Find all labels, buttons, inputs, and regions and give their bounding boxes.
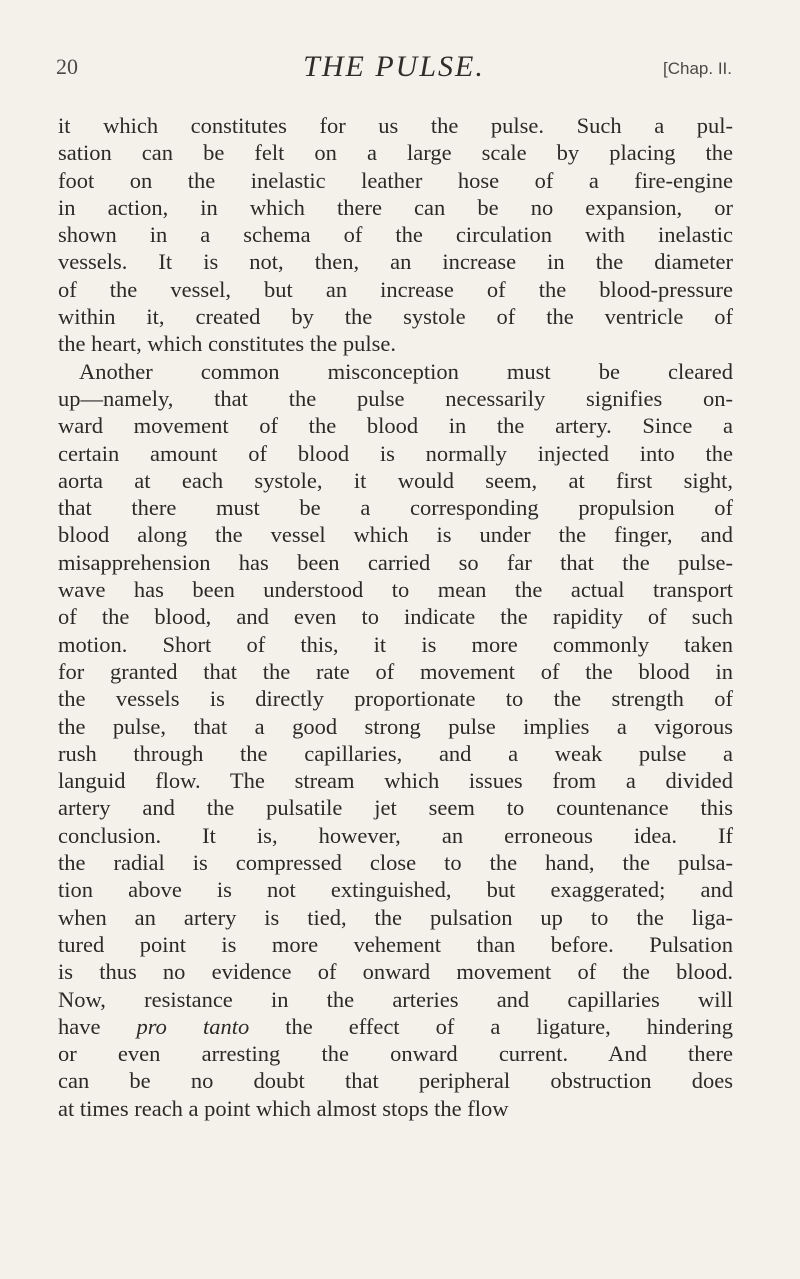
text-line: at times reach a point which almost stops the flow [58,1095,509,1121]
text-line: the vessels is directly proportionate to the strength of [58,686,733,712]
text-line: within it, created by the systole of the ventricle of [58,304,733,330]
running-title: THE PULSE. [303,50,485,83]
text-line: is thus no evidence of onward movement of the blood. [58,959,733,985]
text-line: have pro tanto the effect of a ligature, hindering [58,1013,733,1039]
text-line: tion above is not extinguished, but exaggerated; and [58,877,733,903]
text-line: when an artery is tied, the pulsation up to the liga- [58,904,733,930]
text-line: of the blood, and even to indicate the rapidity of such [58,604,733,630]
text-line: aorta at each systole, it would seem, at first sight, [58,467,733,493]
paragraph-start-line: Another common misconception must be cleared [79,358,733,384]
page-number: 20 [56,54,78,79]
text-line: up—namely, that the pulse necessarily signifies on- [58,385,733,411]
text-line: Now, resistance in the arteries and capillaries will [58,986,733,1012]
running-head [56,50,732,88]
paragraph-end-line: the heart, which constitutes the pulse. [58,331,397,357]
text-line: ward movement of the blood in the artery. Since a [58,413,733,439]
text-line: for granted that the rate of movement of the blood in [58,658,733,684]
text-line: wave has been understood to mean the actual transport [58,577,733,603]
text-line: of the vessel, but an increase of the blood-pressure [58,276,733,302]
text-line: motion. Short of this, it is more commonly taken [58,631,733,657]
text-line: blood along the vessel which is under the finger, and [58,522,733,548]
chapter-reference: [Chap. II. [663,59,732,78]
text-line: in action, in which there can be no expansion, or [58,194,733,220]
text-line: can be no doubt that peripheral obstruction does [58,1068,733,1094]
text-line: foot on the inelastic leather hose of a fire-engine [58,167,733,193]
text-line: shown in a schema of the circulation with inelastic [58,222,733,248]
text-line: it which constitutes for us the pulse. Such a pul- [58,113,733,138]
text-line: rush through the capillaries, and a weak pulse a [58,740,733,766]
text-line: languid flow. The stream which issues from a divided [58,768,733,794]
body-text [58,112,733,1122]
text-line: or even arresting the onward current. And there [58,1041,733,1067]
italic-phrase: pro tanto [136,1013,250,1039]
text-line: the radial is compressed close to the hand, the pulsa- [58,850,733,876]
text-line: vessels. It is not, then, an increase in the diameter [58,249,733,275]
text-line: tured point is more vehement than before. Pulsation [58,931,733,957]
text-line: misapprehension has been carried so far that the pulse- [58,549,733,575]
text-line: sation can be felt on a large scale by placing the [58,140,733,166]
text-line: artery and the pulsatile jet seem to countenance this [58,795,733,821]
text-line: conclusion. It is, however, an erroneous idea. If [58,822,733,848]
text-line: the pulse, that a good strong pulse implies a vigorous [58,713,733,739]
text-line: that there must be a corresponding propulsion of [58,495,733,521]
text-line: certain amount of blood is normally injected into the [58,440,733,466]
